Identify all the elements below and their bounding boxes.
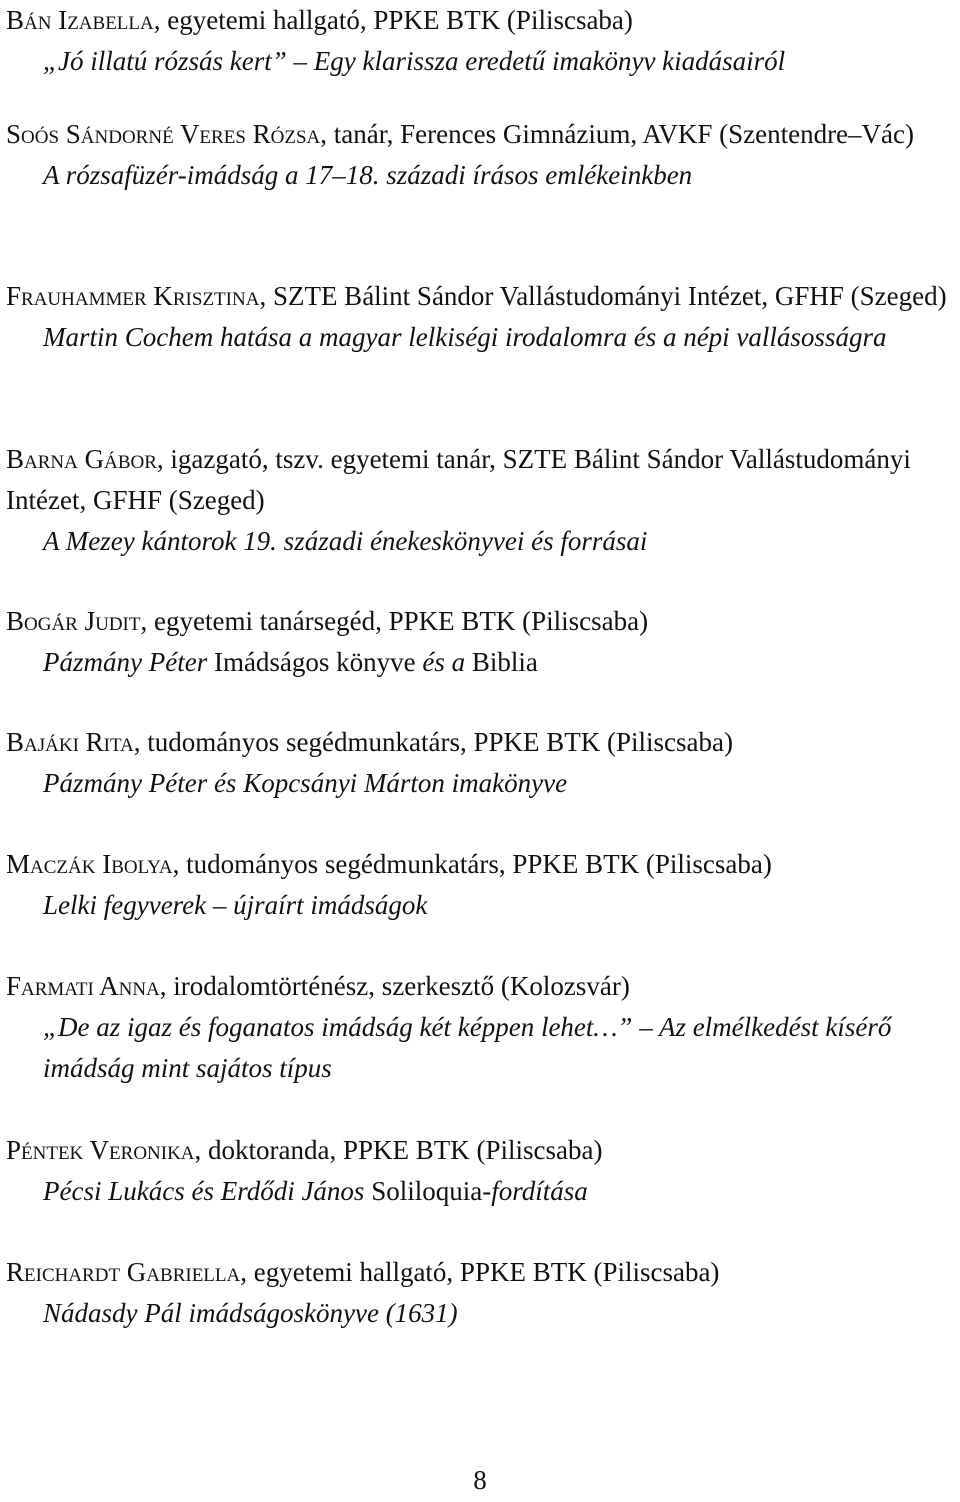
talk-title: Martin Cochem hatása a magyar lelkiségi irodalomra és a népi vallásosságra — [43, 322, 887, 352]
speaker-line — [6, 276, 956, 317]
speaker-line — [6, 114, 956, 155]
speaker-entry — [6, 1130, 956, 1212]
page-number: 8 — [473, 1465, 487, 1495]
speaker-name: Barna Gábor — [6, 444, 157, 474]
speaker-line — [6, 439, 956, 521]
talk-title: „De az igaz és foganatos imádság két képpen lehet…” – Az elmélkedést kísérő imádság mint sajátos típus — [43, 1012, 892, 1083]
talk-title: „Jó illatú rózsás kert” – Egy klarissza eredetű imakönyv kiadásairól — [43, 46, 786, 76]
speaker-line — [6, 0, 956, 41]
speaker-line — [6, 601, 956, 642]
speaker-name: Maczák Ibolya — [6, 849, 173, 879]
speaker-affiliation: , tudományos segédmunkatárs, PPKE BTK (Piliscsaba) — [172, 849, 772, 879]
speaker-line — [6, 966, 956, 1007]
speaker-name: Bán Izabella — [6, 5, 154, 35]
speaker-name: Reichardt Gabriella — [6, 1257, 241, 1287]
speaker-entry — [6, 966, 956, 1089]
talk-title: Pázmány Péter és Kopcsányi Márton imakönyve — [43, 768, 568, 798]
talk-title-part: Pázmány Péter — [43, 647, 214, 677]
speaker-line — [6, 722, 956, 763]
talk-title: Lelki fegyverek – újraírt imádságok — [43, 890, 428, 920]
speaker-name: Frauhammer Krisztina — [6, 281, 260, 311]
talk-title — [6, 642, 956, 683]
speaker-affiliation: , doktoranda, PPKE BTK (Piliscsaba) — [194, 1135, 603, 1165]
speaker-affiliation: , egyetemi hallgató, PPKE BTK (Piliscsaba) — [240, 1257, 720, 1287]
speaker-entry — [6, 276, 956, 358]
speaker-affiliation: , irodalomtörténész, szerkesztő (Kolozsvár) — [159, 971, 630, 1001]
speaker-name: Bajáki Rita — [6, 727, 134, 757]
speaker-affiliation: , igazgató, tszv. egyetemi tanár, SZTE Bálint Sándor Vallástudományi Intézet, GFHF (Szeged) — [6, 444, 911, 515]
speaker-name: Soós Sándorné Veres Rózsa — [6, 119, 321, 149]
talk-title: A rózsafüzér-imádság a 17–18. századi írásos emlékeinkben — [43, 160, 693, 190]
speaker-line — [6, 1252, 956, 1293]
talk-title-part: Soliloquia — [371, 1176, 483, 1206]
talk-title-part: és a — [415, 647, 472, 677]
speaker-affiliation: , egyetemi hallgató, PPKE BTK (Piliscsaba) — [153, 5, 633, 35]
speaker-entry — [6, 114, 956, 196]
speaker-entry — [6, 0, 956, 82]
speaker-entry — [6, 601, 956, 683]
speaker-line — [6, 1130, 956, 1171]
speaker-name: Bogár Judit — [6, 606, 141, 636]
talk-title-part: Pécsi Lukács és Erdődi János — [43, 1176, 372, 1206]
speaker-entry — [6, 844, 956, 926]
speaker-affiliation: , tudományos segédmunkatárs, PPKE BTK (Piliscsaba) — [133, 727, 733, 757]
speaker-entry — [6, 439, 956, 562]
talk-title: Nádasdy Pál imádságoskönyve (1631) — [43, 1298, 458, 1328]
talk-title-part: Imádságos könyve — [213, 647, 416, 677]
speaker-entry — [6, 1252, 956, 1334]
talk-title-part: -fordítása — [482, 1176, 588, 1206]
speaker-name: Farmati Anna — [6, 971, 160, 1001]
speaker-affiliation: , egyetemi tanársegéd, PPKE BTK (Piliscsaba) — [140, 606, 649, 636]
speaker-name: Péntek Veronika — [6, 1135, 195, 1165]
speaker-entry — [6, 722, 956, 804]
speaker-affiliation: , SZTE Bálint Sándor Vallástudományi Intézet, GFHF (Szeged) — [259, 281, 947, 311]
talk-title: A Mezey kántorok 19. századi énekeskönyvei és forrásai — [43, 526, 648, 556]
talk-title-part: Biblia — [471, 647, 538, 677]
speaker-affiliation: , tanár, Ferences Gimnázium, AVKF (Szentendre–Vác) — [320, 119, 915, 149]
speaker-line — [6, 844, 956, 885]
talk-title — [6, 1171, 956, 1212]
